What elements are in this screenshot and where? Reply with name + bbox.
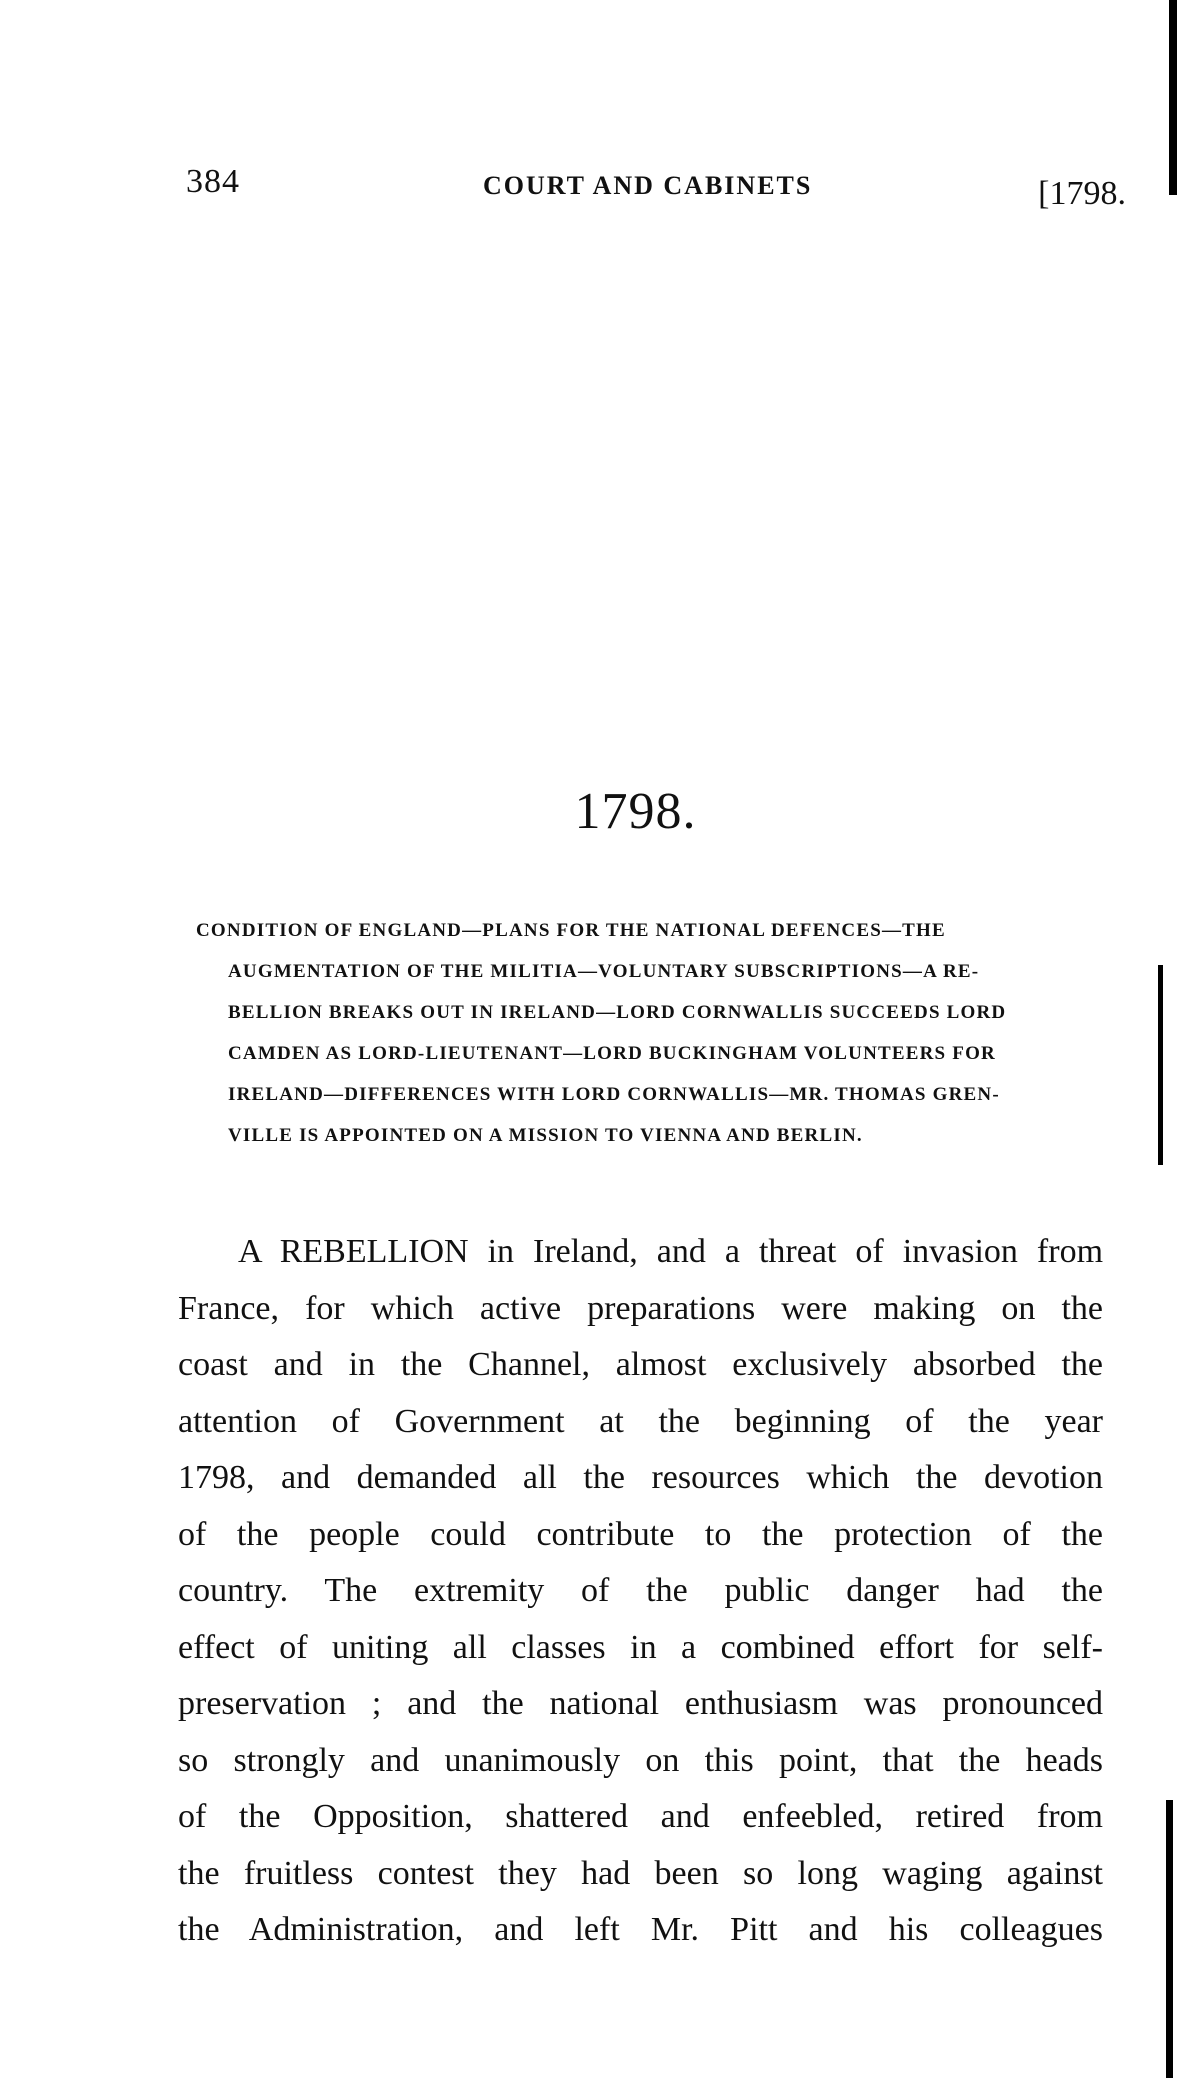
scan-edge-mark (1166, 1800, 1173, 2078)
body-line (178, 1224, 1103, 1281)
body-line: France, for which active preparations were making on the (178, 1289, 1103, 1327)
body-line: the fruitless contest they had been so long waging against (178, 1854, 1103, 1892)
body-line: 1798, and demanded all the resources which the devotion (178, 1459, 1103, 1496)
argument-line: CAMDEN AS LORD-LIEUTENANT—LORD BUCKINGHAM VOLUNTEERS FOR (228, 1043, 996, 1064)
small-caps-word: REBELLION (279, 1233, 469, 1270)
chapter-argument (196, 910, 1110, 1156)
argument-line: BELLION BREAKS OUT IN IRELAND—LORD CORNWALLIS SUCCEEDS LORD (228, 1002, 1007, 1023)
scan-edge-mark (1169, 0, 1177, 195)
body-line: so strongly and unanimously on this point, that the heads (178, 1741, 1103, 1779)
scan-edge-mark (1158, 965, 1163, 1165)
argument-line: AUGMENTATION OF THE MILITIA—VOLUNTARY SUBSCRIPTIONS—A RE- (228, 961, 980, 982)
body-line: the Administration, and left Mr. Pitt and his colleagues (178, 1911, 1103, 1948)
body-line: effect of uniting all classes in a combined effort for self- (178, 1628, 1103, 1666)
argument-line: VILLE IS APPOINTED ON A MISSION TO VIENNA AND BERLIN. (228, 1125, 863, 1146)
chapter-year-heading: 1798. (574, 783, 697, 840)
running-header (186, 163, 1126, 213)
body-line: attention of Government at the beginning of the year (178, 1402, 1103, 1440)
body-line-text: in Ireland, and a threat of invasion from (487, 1233, 1104, 1270)
argument-line: CONDITION OF ENGLAND—PLANS FOR THE NATIONAL DEFENCES—THE (196, 920, 946, 941)
body-line: country. The extremity of the public danger had the (178, 1572, 1103, 1609)
body-line: of the people could contribute to the protection of the (178, 1515, 1103, 1553)
body-line: preservation ; and the national enthusiasm was pronounced (178, 1685, 1103, 1722)
initial-word: A (238, 1233, 261, 1270)
running-title: COURT AND CABINETS (483, 171, 813, 200)
body-line: coast and in the Channel, almost exclusively absorbed the (178, 1346, 1103, 1383)
body-paragraph (178, 1224, 1103, 1959)
page-number: 384 (186, 163, 240, 200)
body-line: of the Opposition, shattered and enfeebled, retired from (178, 1798, 1103, 1835)
argument-line: IRELAND—DIFFERENCES WITH LORD CORNWALLIS—MR. THOMAS GREN- (228, 1084, 1000, 1105)
running-year: [1798. (1038, 175, 1126, 212)
